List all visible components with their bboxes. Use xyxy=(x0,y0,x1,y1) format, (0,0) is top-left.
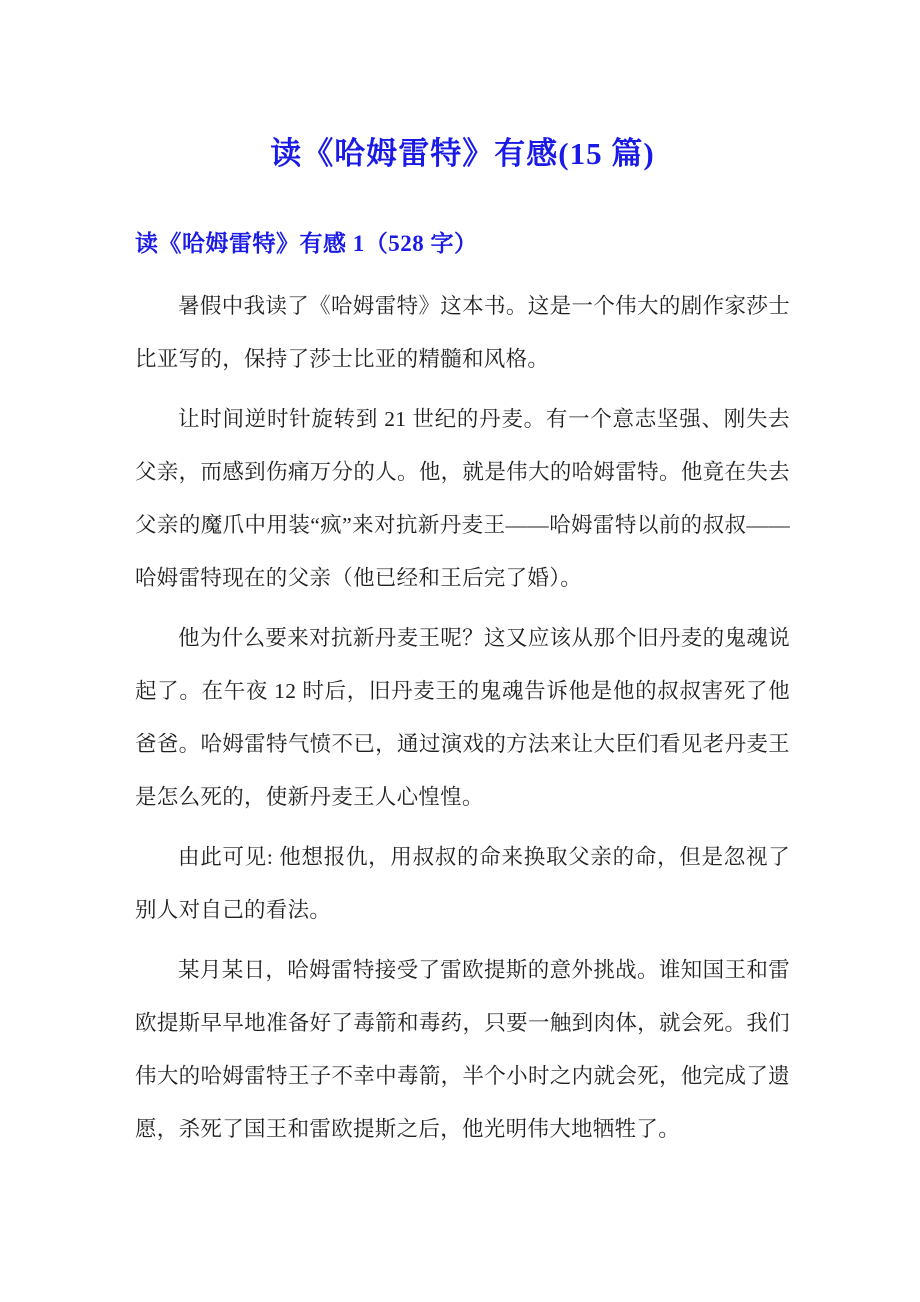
body-paragraph: 暑假中我读了《哈姆雷特》这本书。这是一个伟大的剧作家莎士比亚写的，保持了莎士比亚的精髓和风格。 xyxy=(135,294,790,371)
body-paragraph: 某月某日，哈姆雷特接受了雷欧提斯的意外挑战。谁知国王和雷欧提斯早早地准备好了毒箭和毒药，只要一触到肉体，就会死。我们伟大的哈姆雷特王子不幸中毒箭，半个小时之内就会死，他完成了遗愿，杀死了国王和雷欧提斯之后，他光明伟大地牺牲了。 xyxy=(135,958,790,1141)
body-paragraph: 让时间逆时针旋转到 21 世纪的丹麦。有一个意志坚强、刚失去父亲，而感到伤痛万分的人。他，就是伟大的哈姆雷特。他竟在失去父亲的魔爪中用装“疯”来对抗新丹麦王——哈姆雷特以前的叔叔——哈姆雷特现在的父亲（他已经和王后完了婚）。 xyxy=(135,407,790,590)
body-paragraph: 由此可见: 他想报仇，用叔叔的命来换取父亲的命，但是忽视了别人对自己的看法。 xyxy=(135,845,790,922)
document-title: 读《哈姆雷特》有感(15 篇) xyxy=(270,136,655,171)
body-paragraph: 他为什么要来对抗新丹麦王呢？这又应该从那个旧丹麦的鬼魂说起了。在午夜 12 时后，旧丹麦王的鬼魂告诉他是他的叔叔害死了他爸爸。哈姆雷特气愤不已，通过演戏的方法来让大臣们看见老丹麦王是怎么死的，使新丹麦王人心惶惶。 xyxy=(135,626,790,809)
section-heading: 读《哈姆雷特》有感 1（528 字） xyxy=(135,231,478,256)
